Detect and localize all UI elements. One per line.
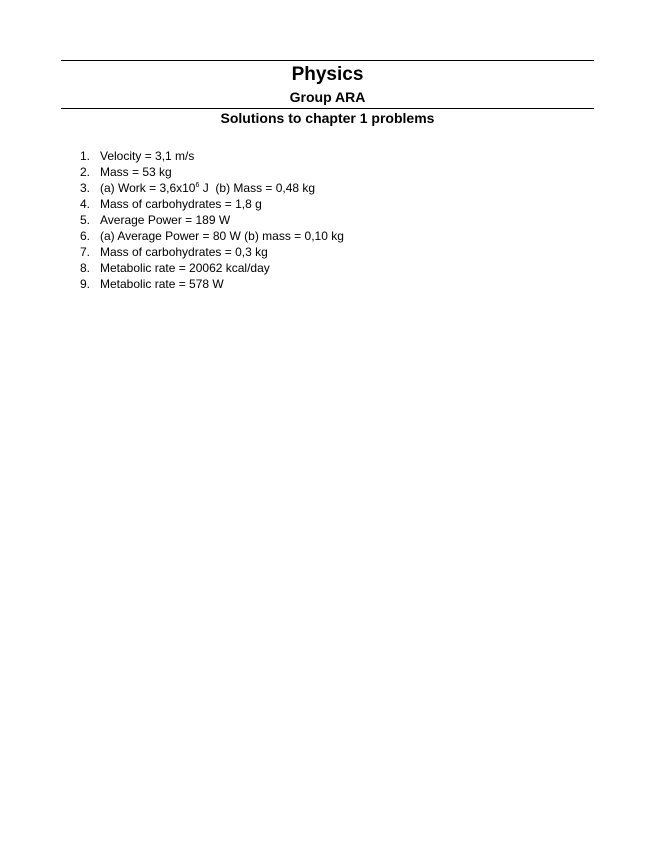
item-text [100, 180, 315, 196]
top-rule [61, 60, 594, 61]
item-number: 8. [79, 261, 90, 275]
item-text: Mass = 53 kg [100, 165, 172, 179]
item-text: Metabolic rate = 20062 kcal/day [100, 261, 270, 275]
page-subtitle: Group ARA [289, 89, 366, 105]
page-title: Physics [291, 64, 364, 85]
list-item [70, 180, 316, 196]
item-text-after: J (b) Mass = 0,48 kg [199, 181, 316, 195]
list-item [70, 148, 195, 164]
item-number: 9. [79, 277, 90, 291]
item-text: Average Power = 189 W [100, 213, 231, 227]
list-item [70, 212, 231, 228]
item-text: (a) Average Power = 80 W (b) mass = 0,10 kg [100, 229, 344, 243]
item-text-before: (a) Work = 3,6x10 [100, 181, 196, 195]
item-number: 1. [79, 149, 90, 163]
list-item [70, 164, 172, 180]
item-number: 7. [79, 245, 90, 259]
item-number: 5. [79, 213, 90, 227]
item-number: 4. [79, 197, 90, 211]
item-text: Metabolic rate = 578 W [100, 277, 224, 291]
list-item [70, 196, 262, 212]
item-text: Mass of carbohydrates = 0,3 kg [100, 245, 268, 259]
middle-rule [61, 108, 594, 109]
solutions-list [70, 148, 344, 292]
item-text: Velocity = 3,1 m/s [100, 149, 195, 163]
list-item [70, 228, 344, 244]
list-item [70, 244, 268, 260]
item-number: 6. [79, 229, 90, 243]
exponent: 6 [195, 182, 200, 189]
list-item [70, 260, 270, 276]
section-heading: Solutions to chapter 1 problems [220, 110, 435, 126]
item-number: 3. [79, 181, 90, 195]
item-number: 2. [79, 165, 90, 179]
list-item [70, 276, 224, 292]
item-text: Mass of carbohydrates = 1,8 g [100, 197, 262, 211]
